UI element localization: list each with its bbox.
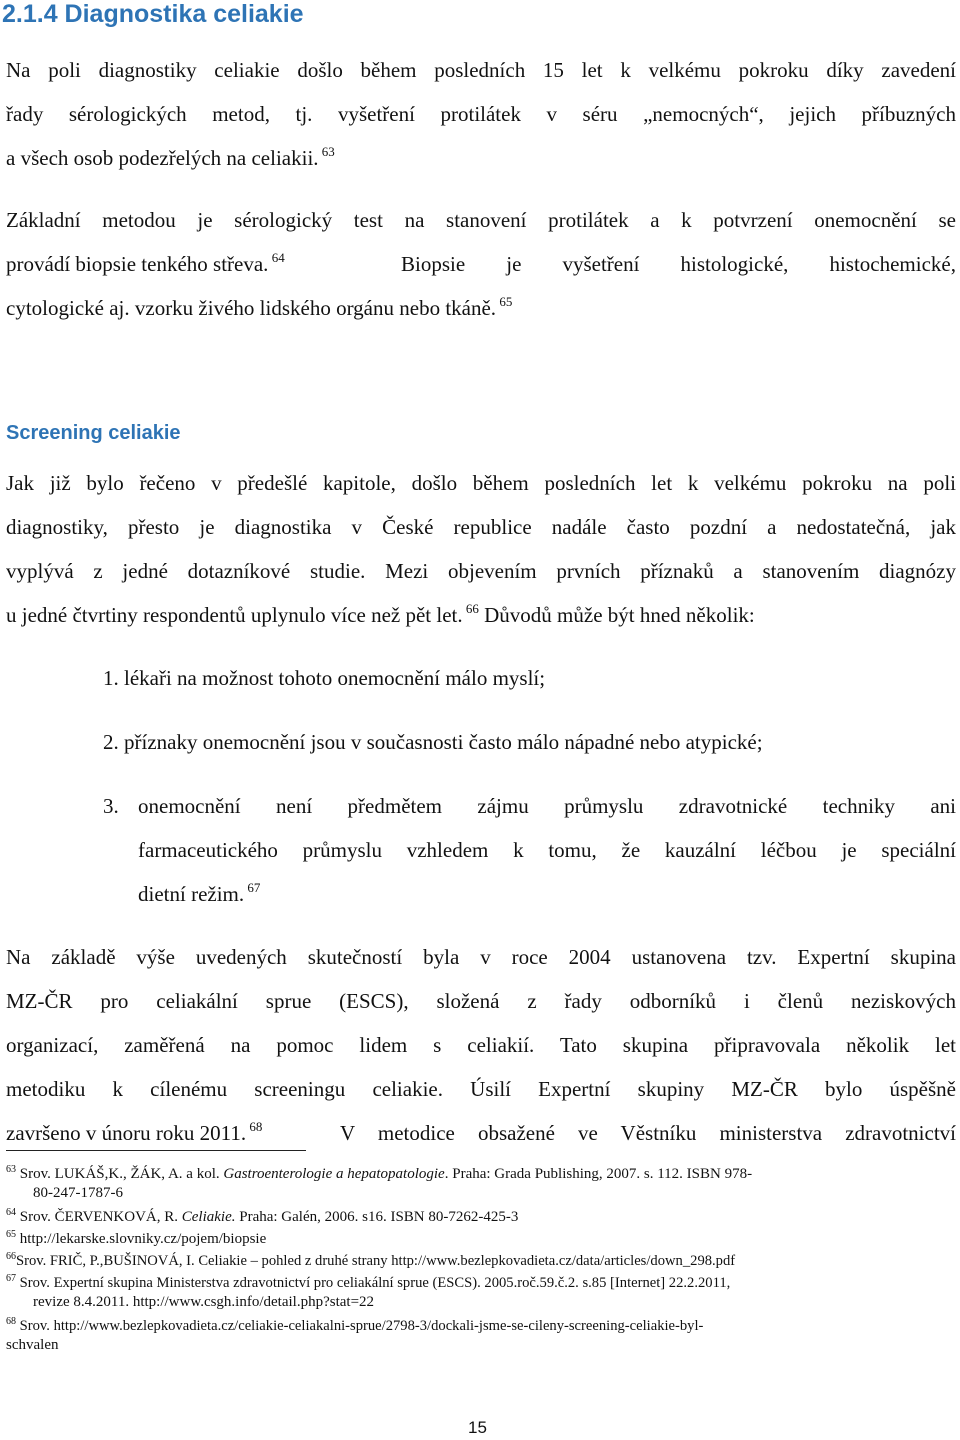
paragraph-text: Důvodů může být hned několik: — [484, 603, 755, 627]
paragraph-text: Biopsie je vyšetření histologické, histochemické, — [401, 252, 956, 276]
paragraph-text: V metodice obsažené ve Věstníku ministerstva zdravotnictví — [340, 1121, 956, 1145]
footnote-line: revize 8.4.2011. http://www.csgh.info/detail.php?stat=22 — [33, 1294, 375, 1310]
footnote: $^{65}$ http://lekarske.slovniky.cz/pojem/biopsie — [6, 1229, 267, 1247]
paragraph-text: cytologické aj. vzorku živého lidského orgánu nebo tkáně. — [6, 296, 497, 320]
paragraph-line: diagnostiky, přesto je diagnostika v České republice nadále často pozdní a nedostatečná, jak — [6, 515, 956, 539]
footnote-ref: 65 — [499, 294, 513, 309]
paragraph-text: u jedné čtvrtiny respondentů uplynulo více než pět let. — [6, 603, 463, 627]
footnote-link[interactable]: http://lekarske.slovniky.cz/pojem/biopsie — [19, 1231, 267, 1247]
footnote: $^{68}$ Srov. http://www.bezlepkovadieta.cz/celiakie-celiakalni-sprue/2798-3/dockali-jsme-se-cileny-screening-celiakie-byl- — [6, 1316, 704, 1334]
paragraph-line: Na poli diagnostiky celiakie došlo během posledních 15 let k velkému pokroku díky zavedení — [6, 58, 956, 82]
paragraph-line — [6, 251, 956, 277]
paragraph-text: provádí biopsie tenkého střeva. — [6, 252, 269, 276]
page-number: 15 — [468, 1418, 487, 1437]
paragraph-line: Jak již bylo řečeno v předešlé kapitole, došlo během posledních let k velkému pokroku na poli — [6, 471, 956, 495]
paragraph-line: vyplývá z jedné dotazníkové studie. Mezi objevením prvních příznaků a stanovením diagnózy — [6, 559, 956, 583]
footnote-divider — [6, 1150, 306, 1151]
paragraph-line — [6, 1120, 956, 1146]
paragraph-line — [6, 602, 755, 628]
footnote-ref: 68 — [249, 1119, 263, 1134]
footnote-line: 80-247-1787-6 — [33, 1185, 123, 1201]
paragraph-line: řady sérologických metod, tj. vyšetření protilátek v séru „nemocných“, jejich příbuzných — [6, 102, 956, 126]
list-item-line: farmaceutického průmyslu vzhledem k tomu, že kauzální léčbou je speciální — [138, 838, 956, 862]
paragraph-line: metodiku k cílenému screeningu celiakie. Úsilí Expertní skupiny MZ-ČR bylo úspěšně — [6, 1077, 956, 1101]
paragraph-line — [6, 145, 335, 171]
footnote-line: schvalen — [6, 1337, 59, 1353]
footnote: $^{66}$Srov. FRIČ, P.,BUŠINOVÁ, I. Celiakie – pohled z druhé strany http://www.bezlepkovadieta.cz/data/articles/down_298.pdf — [6, 1251, 736, 1269]
footnote: $^{63}$ Srov. LUKÁŠ,K., ŽÁK, A. a kol. Gastroenterologie a hepatopatologie. Praha: Grada Publishing, 2007. s. 112. ISBN 978- — [6, 1164, 753, 1182]
footnote-ref: 64 — [271, 250, 285, 265]
list-item-line: dietní režim. $^{67}$ — [138, 880, 261, 906]
paragraph-line — [6, 295, 512, 321]
paragraph-text: završeno v únoru roku 2011. — [6, 1121, 247, 1145]
paragraph-line: MZ-ČR pro celiakální sprue (ESCS), složená z řady odborníků i členů neziskových — [6, 989, 956, 1013]
footnote: $^{64}$ Srov. ČERVENKOVÁ, R. Celiakie. Praha: Galén, 2006. s16. ISBN 80-7262-425-3 — [6, 1207, 519, 1225]
paragraph-text: a všech osob podezřelých na celiakii. — [6, 146, 319, 170]
footnote: $^{67}$ Srov. Expertní skupina Ministerstva zdravotnictví pro celiakální sprue (ESCS). 2005.roč.59.č.2. s.85 [Internet] 22.2.2011, — [6, 1273, 731, 1291]
footnote-ref: 66 — [465, 601, 479, 616]
footnote-ref: 63 — [321, 144, 335, 159]
section-heading: 2.1.4 Diagnostika celiakie — [2, 0, 304, 28]
paragraph-line: organizací, zaměřená na pomoc lidem s celiakií. Tato skupina připravovala několik let — [6, 1033, 956, 1057]
footnote-ref: 67 — [247, 880, 261, 895]
list-item: 1. lékaři na možnost tohoto onemocnění málo myslí; — [103, 666, 546, 690]
subsection-heading: Screening celiakie — [6, 422, 181, 444]
paragraph-line: Základní metodou je sérologický test na stanovení protilátek a k potvrzení onemocnění se — [6, 208, 956, 232]
paragraph-line: Na základě výše uvedených skutečností byla v roce 2004 ustanovena tzv. Expertní skupina — [6, 945, 956, 969]
list-item: 3. onemocnění není předmětem zájmu průmyslu zdravotnické techniky ani — [103, 794, 956, 818]
list-item: 2. příznaky onemocnění jsou v současnosti často málo nápadné nebo atypické; — [103, 730, 763, 754]
